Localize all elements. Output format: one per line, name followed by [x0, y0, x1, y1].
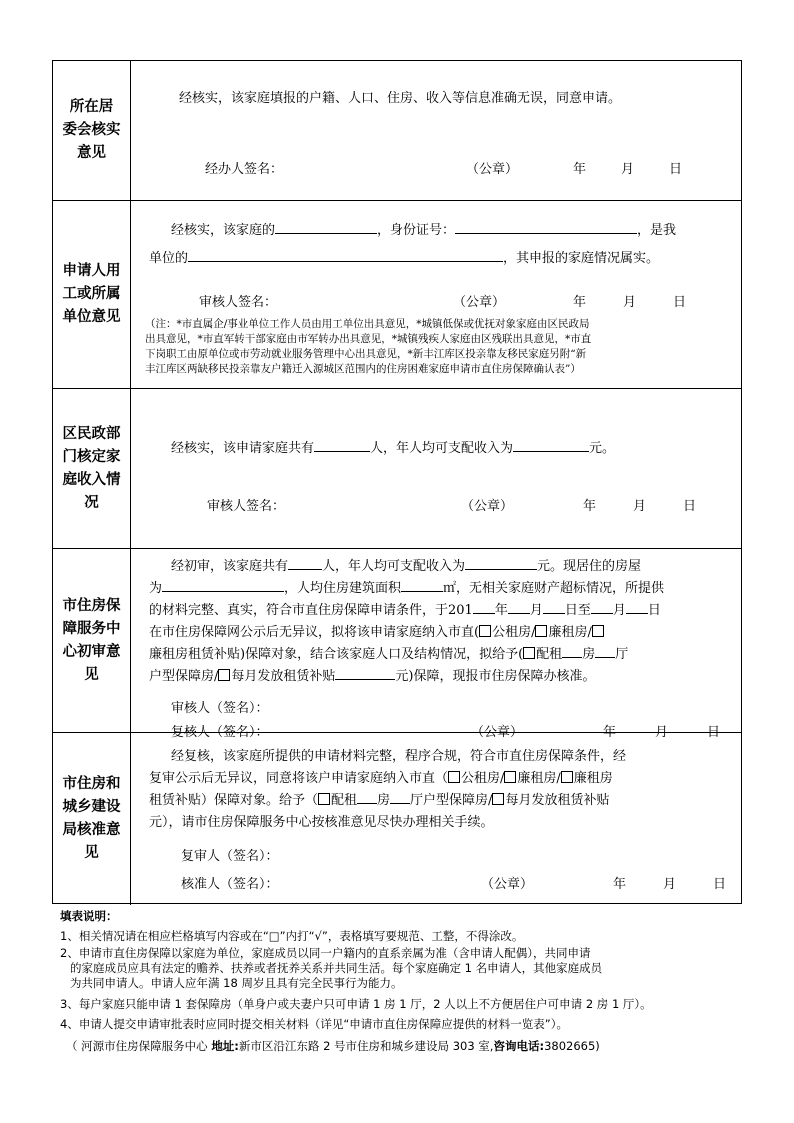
day-label: 日 [669, 162, 683, 177]
month-label: 月 [633, 499, 647, 514]
area-blank[interactable] [401, 579, 443, 592]
day-blank[interactable] [626, 601, 648, 614]
instruction-item-2: 2、申请市直住房保障以家庭为单位，家庭成员以同一户籍内的直系亲属为准（含申请人配偶），共同申请 的家庭成员应具有法定的赡养、扶养或者抚养关系并共同生活。每个家庭确定 1 名申请人，其他家庭成员 为共同申请人。申请人应年满 18 周岁且具有完全民事行为能力。 [60, 946, 603, 990]
year-label: 年 [613, 877, 627, 892]
label-line: 单位意见 [62, 309, 121, 325]
row-housing-bureau [53, 733, 741, 905]
rechecker-signature-field[interactable]: 复审人（签名）： [181, 849, 279, 864]
label-line: 城乡建设 [62, 799, 121, 815]
employer-note: （注：*市直属企/事业单位工作人员由用工单位出具意见，*城镇低保或优抚对象家庭由区民政局 出具意见，*市直军转干部家庭由市军转办出具意见，*城镇残疾人家庭由区残联出具意见，*市直 下岗职工由原单位或市劳动就业服务管理中心出具意见，*新丰江库区投亲靠友移民家庭另附“新 丰江库区两缺移民投亲靠友户籍迁入源城区范围内的住房困难家庭申请市直住房保障确认表”） [145, 318, 592, 375]
instruction-item-3: 3、每户家庭只能申请 1 套保障房（单身户或夫妻户只可申请 1 房 1 厅，2 人以上不方便居住户可申请 2 房 1 厅）。 [60, 997, 652, 1011]
label-line: 意见 [77, 145, 106, 161]
monthly-subsidy-checkbox[interactable] [218, 669, 230, 681]
center-line-6: 户型保障房/ 每月发放租赁补贴 元)保障，现报市住房保障办核准。 [149, 669, 596, 684]
label-line: 局核准意 [62, 822, 121, 838]
subsidy-amount-blank[interactable] [335, 667, 395, 680]
residence-blank[interactable] [162, 579, 284, 592]
allocation-checkbox[interactable] [318, 793, 330, 805]
civil-affairs-line: 经核实，该申请家庭共有 人，年人均可支配收入为 元。 [171, 441, 616, 456]
halls-blank[interactable] [595, 645, 615, 658]
label-line: 庭收入情 [62, 471, 121, 488]
label-line: 况 [84, 494, 99, 511]
day-label: 日 [673, 295, 687, 310]
year-label: 年 [583, 499, 597, 514]
low-rent-checkbox[interactable] [535, 625, 547, 637]
approval-form-table [52, 60, 742, 904]
handler-signature-field[interactable]: 经办人签名： [205, 162, 284, 177]
low-rent-checkbox[interactable] [504, 771, 516, 783]
month-label: 月 [621, 162, 635, 177]
month-blank[interactable] [508, 601, 530, 614]
label-line: 申请人用 [62, 263, 121, 279]
income-blank[interactable] [465, 557, 537, 570]
label-line: 委会核实 [62, 122, 121, 138]
statement-text: 经核实，该家庭填报的户籍、人口、住房、收入等信息准确无误，同意申请。 [179, 91, 622, 106]
bureau-line-4: 元），请市住房保障服务中心按核准意见尽快办理相关手续。 [149, 815, 494, 830]
contact-footer: （ 河源市住房保障服务中心 地址:新市区沿江东路 2 号市住房和城乡建设局 303 室,咨询电话:3802665) [66, 1039, 600, 1053]
employer-line-1: 经核实，该家庭的 ，身份证号： ，是我 [171, 223, 677, 238]
checker-signature-field[interactable]: 复核人（签名）： [171, 725, 269, 740]
allocation-checkbox[interactable] [523, 647, 535, 659]
row-label [53, 389, 131, 548]
label-line: 市住房和 [62, 776, 121, 792]
center-line-4: 在市住房保障网公示后无异议，拟将该申请家庭纳入市直( 公租房/ 廉租房/ [149, 621, 727, 640]
reviewer-signature-field[interactable]: 审核人签名： [199, 295, 278, 310]
bureau-line-1: 经复核，该家庭所提供的申请材料完整，程序合规，符合市直住房保障条件，经 [171, 749, 627, 764]
row-label [53, 549, 131, 732]
label-line: 见 [84, 666, 99, 683]
label-line: 区民政部 [62, 425, 121, 442]
label-line: 所在居 [69, 99, 114, 115]
seal-label: （公章） [461, 499, 514, 514]
month-label: 月 [655, 725, 669, 740]
reviewer-signature-field[interactable]: 审核人（签名）： [171, 701, 269, 716]
year-label: 年 [573, 162, 587, 177]
year-blank[interactable] [473, 601, 495, 614]
rooms-blank[interactable] [562, 645, 582, 658]
center-line-1: 经初审，该家庭共有 人，年人均可支配收入为 元。现居住的房屋 [171, 559, 642, 574]
row-label [53, 201, 131, 388]
label-line: 门核定家 [62, 448, 121, 465]
row-residents-committee [53, 61, 741, 201]
members-count-blank[interactable] [288, 557, 322, 570]
seal-label: （公章） [471, 725, 524, 740]
position-blank[interactable] [188, 249, 503, 262]
center-line-3: 的材料完整、真实，符合市直住房保障申请条件，于201 年 月 日至 月 日 [149, 603, 661, 618]
rent-subsidy-checkbox[interactable] [561, 771, 573, 783]
row-housing-center [53, 549, 741, 740]
members-count-blank[interactable] [314, 439, 370, 452]
name-blank[interactable] [275, 221, 377, 234]
row-content [131, 61, 741, 200]
employer-line-2: 单位的 ，其申报的家庭情况属实。 [149, 251, 660, 266]
label-line: 心初审意 [62, 643, 121, 660]
center-line-2: 为 ，人均住房建筑面积 ㎡，无相关家庭财产超标情况，所提供 [149, 581, 665, 596]
approver-signature-field[interactable]: 核准人（签名）： [181, 877, 279, 892]
row-content [131, 389, 741, 548]
bureau-line-2: 复审公示后无异议，同意将该户申请家庭纳入市直（ 公租房/ 廉租房/ 廉租房 [149, 771, 613, 786]
monthly-subsidy-checkbox[interactable] [492, 793, 504, 805]
instruction-item-1: 1、相关情况请在相应栏格填写内容或在“□”内打“√”，表格填写要规范、工整，不得涂改。 [60, 929, 524, 943]
seal-label: （公章） [466, 162, 519, 177]
instructions-title: 填表说明： [60, 909, 118, 923]
seal-label: （公章） [481, 877, 534, 892]
row-label [53, 61, 131, 200]
day-label: 日 [707, 725, 721, 740]
label-line: 工或所属 [62, 286, 121, 302]
row-content [131, 733, 741, 905]
rooms-blank[interactable] [357, 791, 377, 804]
instructions-section [60, 908, 752, 1118]
row-employer [53, 201, 741, 389]
income-blank[interactable] [513, 439, 589, 452]
label-line: 障服务中 [62, 620, 121, 637]
seal-label: （公章） [453, 295, 506, 310]
public-rental-checkbox[interactable] [448, 771, 460, 783]
year-label: 年 [603, 725, 617, 740]
center-line-5: 廉租房租赁补贴)保障对象，结合该家庭人口及结构情况，拟给予( 配租 房 厅 [149, 647, 629, 662]
instruction-item-4: 4、申请人提交申请审批表时应同时提交相关材料（详见“申请市直住房保障应提供的材料一览表”）。 [60, 1017, 568, 1031]
reviewer-signature-field[interactable]: 审核人签名： [207, 499, 286, 514]
day-label: 日 [683, 499, 697, 514]
row-civil-affairs [53, 389, 741, 549]
year-label: 年 [573, 295, 587, 310]
label-line: 市住房保 [62, 597, 121, 614]
id-number-blank[interactable] [455, 221, 637, 234]
month-blank[interactable] [591, 601, 613, 614]
day-blank[interactable] [543, 601, 565, 614]
day-label: 日 [713, 877, 727, 892]
halls-blank[interactable] [390, 791, 410, 804]
row-content [131, 201, 741, 388]
public-rental-checkbox[interactable] [479, 625, 491, 637]
label-line: 见 [84, 845, 99, 861]
month-label: 月 [663, 877, 677, 892]
bureau-line-3: 租赁补贴）保障对象。给予（ 配租 房 厅户型保障房/ 每月发放租赁补贴 [149, 793, 610, 808]
rent-subsidy-checkbox[interactable] [592, 625, 604, 637]
month-label: 月 [623, 295, 637, 310]
row-label [53, 733, 131, 905]
row-content [131, 549, 741, 740]
